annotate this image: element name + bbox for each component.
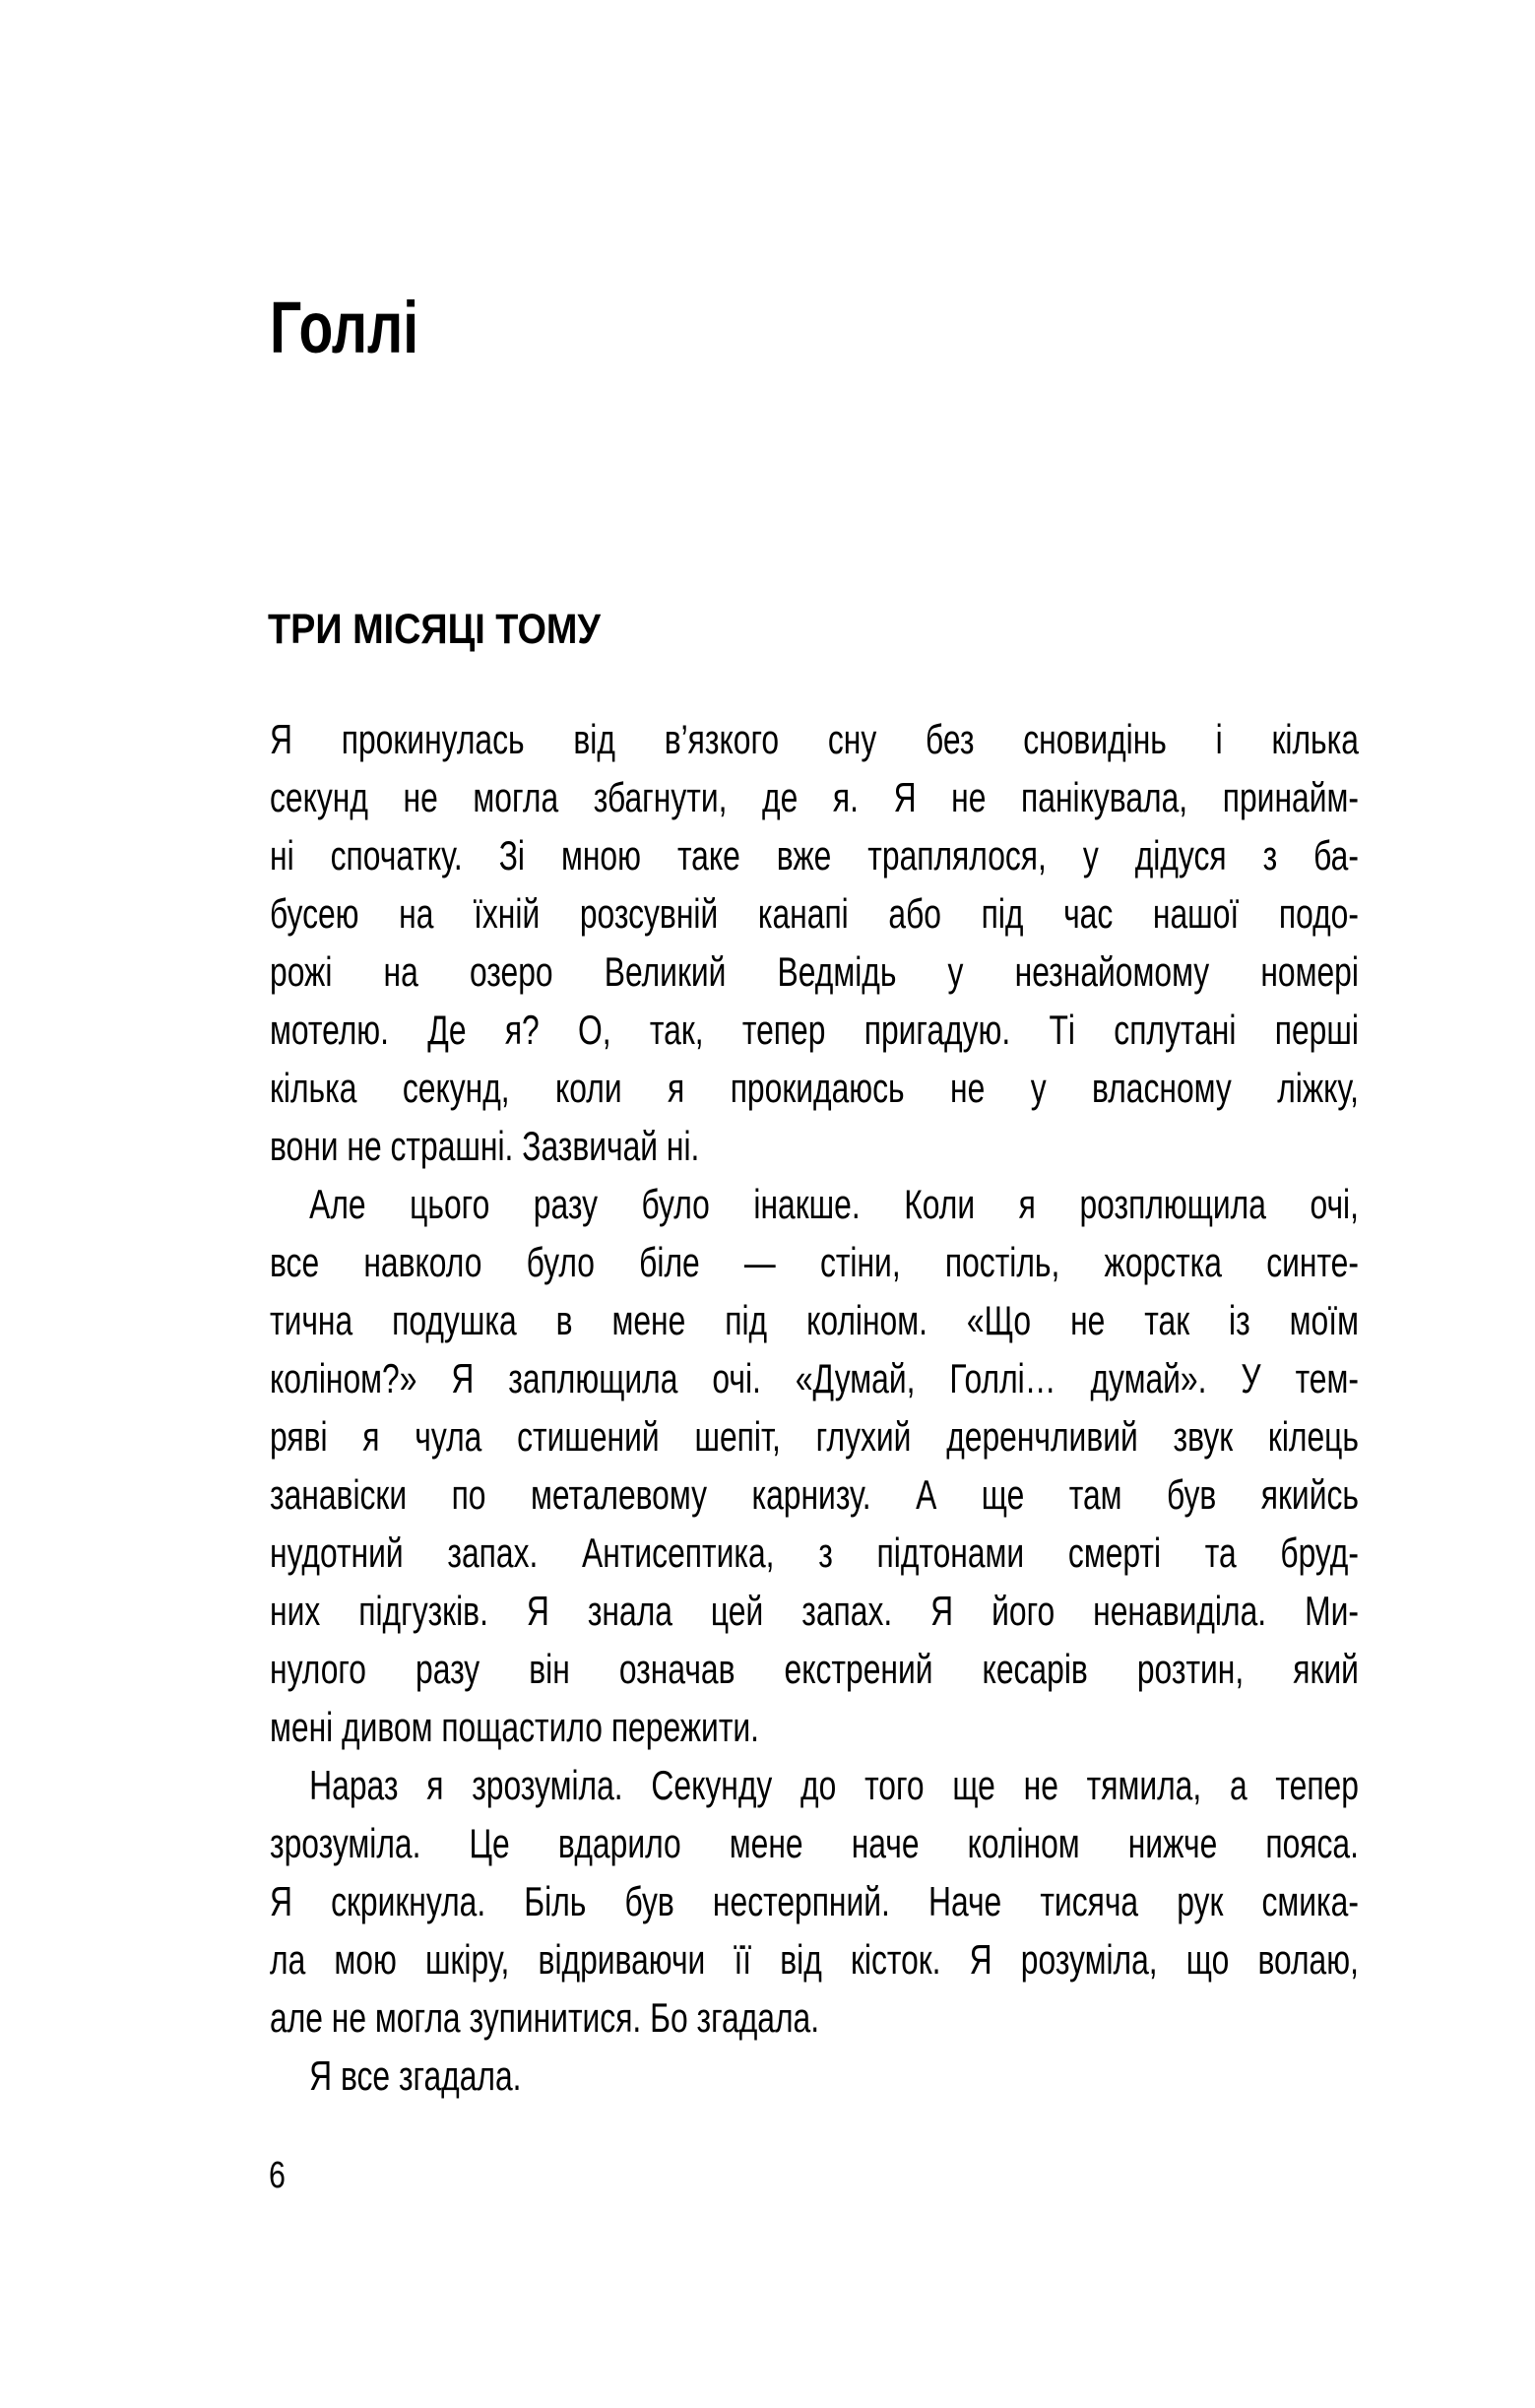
text-line: Нараз я зрозуміла. Секунду до того ще не тямила, а тепер — [309, 1762, 1359, 1808]
text-line: ла мою шкіру, відриваючи її від кісток. Я розуміла, що волаю, — [270, 1936, 1359, 1983]
text-line: Я прокинулась від в’язкого сну без сновидінь і кілька — [270, 716, 1359, 762]
paragraph — [270, 1756, 1359, 2047]
text-line: секунд не могла збагнути, де я. Я не панікувала, принайм- — [270, 774, 1359, 820]
text-line: Я скрикнула. Біль був нестерпний. Наче тисяча рук смика- — [270, 1878, 1359, 1924]
body-text — [270, 710, 1359, 2105]
text-line: рожі на озеро Великий Ведмідь у незнайомому номері — [270, 948, 1359, 995]
text-line: мотелю. Де я? О, так, тепер пригадую. Ті сплутані перші — [270, 1007, 1359, 1053]
text-line: зрозуміла. Це вдарило мене наче коліном нижче пояса. — [270, 1820, 1359, 1866]
text-line: але не могла зупинитися. Бо згадала. — [270, 1994, 820, 2041]
section-heading: ТРИ МІСЯЦІ ТОМУ — [268, 606, 601, 653]
text-line: нудотний запах. Антисептика, з підтонами смерті та бруд- — [270, 1529, 1359, 1576]
text-line: тична подушка в мене під коліном. «Що не так із моїм — [270, 1297, 1359, 1343]
text-line: бусею на їхній розсувній канапі або під час нашої подо- — [270, 890, 1359, 937]
text-line: мені дивом пощастило пережити. — [270, 1704, 760, 1750]
text-line: коліном?» Я заплющила очі. «Думай, Голлі… думай». У тем- — [270, 1355, 1359, 1401]
text-line: вони не страшні. Зазвичай ні. — [270, 1123, 700, 1169]
text-line: занавіски по металевому карнизу. А ще там був якийсь — [270, 1471, 1359, 1518]
text-line: них підгузків. Я знала цей запах. Я його ненавиділа. Ми- — [270, 1588, 1359, 1634]
chapter-title: Голлі — [270, 287, 419, 368]
text-line: ні спочатку. Зі мною таке вже траплялося, у дідуся з ба- — [270, 832, 1359, 879]
paragraph — [270, 710, 1359, 1175]
text-line: Але цього разу було інакше. Коли я розплющила очі, — [309, 1181, 1359, 1227]
paragraph — [270, 2047, 1359, 2105]
text-line: кілька секунд, коли я прокидаюсь не у власному ліжку, — [270, 1065, 1359, 1111]
text-line: все навколо було біле — стіни, постіль, жорстка синте- — [270, 1239, 1359, 1285]
paragraph — [270, 1175, 1359, 1756]
text-line: ряві я чула стишений шепіт, глухий деренчливий звук кілець — [270, 1413, 1359, 1460]
text-line: Я все згадала. — [309, 2052, 522, 2099]
text-line: нулого разу він означав екстрений кесарів розтин, який — [270, 1646, 1359, 1692]
page-number: 6 — [269, 2155, 286, 2196]
